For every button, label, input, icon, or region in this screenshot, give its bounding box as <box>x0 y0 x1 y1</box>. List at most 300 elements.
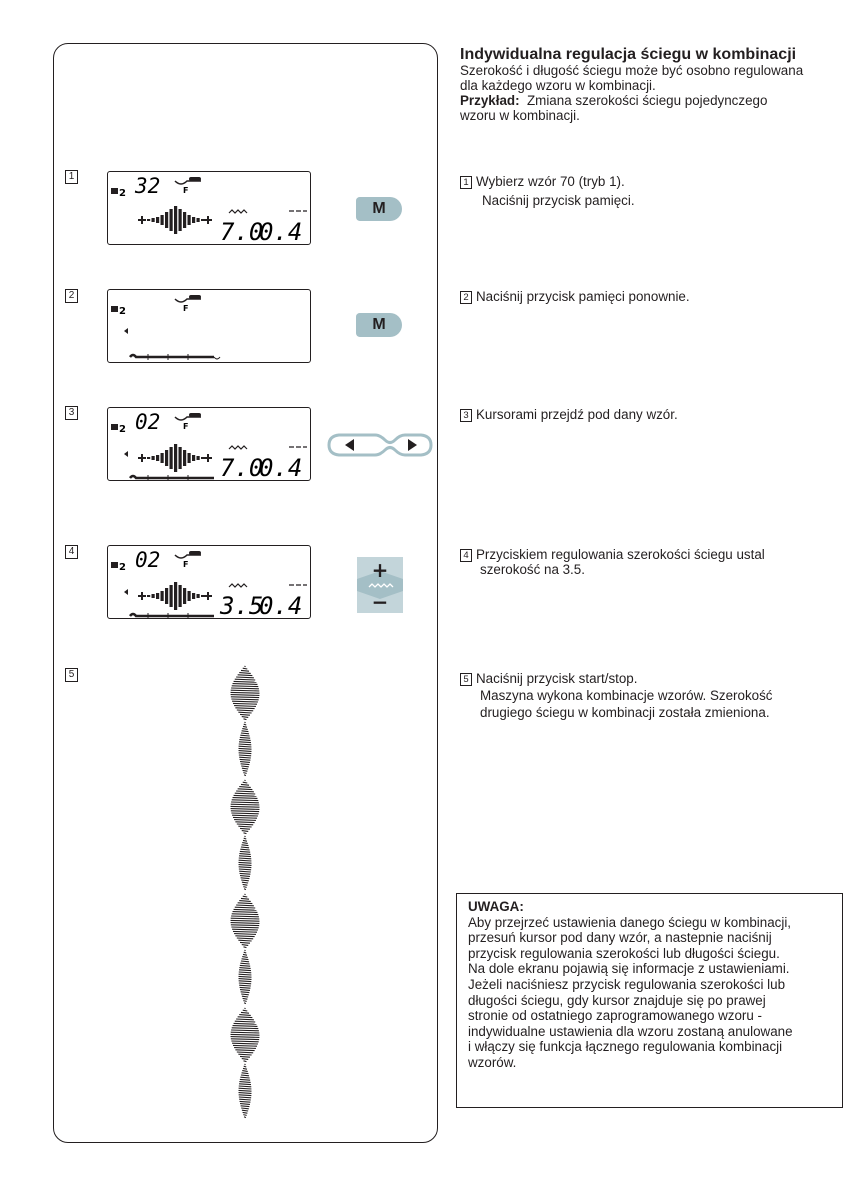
stitch-line <box>239 968 250 969</box>
stitch-line <box>243 726 247 727</box>
stitch-line <box>235 936 254 937</box>
width-icon <box>229 584 247 587</box>
stitch-line <box>237 938 253 939</box>
stitch-line <box>231 1032 260 1033</box>
note-line: Jeżeli naciśniesz przycisk regulowania szerokości lub <box>468 976 786 992</box>
stitch-line <box>239 974 252 975</box>
stitch-line <box>241 784 249 785</box>
step-2-text <box>460 289 840 304</box>
stitch-line <box>240 1104 250 1105</box>
stitch-line <box>232 1028 259 1029</box>
stitch-line <box>239 742 251 743</box>
stitch-bar <box>156 455 159 461</box>
stitch-cross <box>138 454 146 462</box>
step-instruction: Kursorami przejdź pod dany wzór. <box>476 407 678 422</box>
stitch-line <box>241 847 249 848</box>
stitch-line <box>235 708 254 709</box>
width-icon <box>229 210 247 213</box>
stitch-line <box>239 985 251 986</box>
stitch-line <box>232 800 259 801</box>
stitch-line <box>242 843 247 844</box>
stitch-line <box>242 996 248 997</box>
step-4-text <box>460 547 840 577</box>
stitch-line <box>234 706 256 707</box>
stitch-line <box>245 836 246 837</box>
stitch-line <box>236 677 254 678</box>
stitch-bar <box>161 591 164 601</box>
stitch-bar <box>152 456 155 460</box>
stitch-bar <box>197 594 200 598</box>
pattern-number: 02 <box>135 548 161 572</box>
stitch-line <box>239 983 251 984</box>
stitch-line <box>243 770 248 771</box>
stitch-line <box>242 768 248 769</box>
stitch-line <box>239 1086 251 1087</box>
stitch-line <box>243 884 248 885</box>
cursor-buttons[interactable] <box>325 432 435 458</box>
stitch-line <box>239 1095 252 1096</box>
step-instruction: Wybierz wzór 70 (tryb 1). <box>476 174 625 189</box>
stitch-bar <box>192 217 195 223</box>
stitch-line <box>239 970 251 971</box>
stitch-line <box>231 1037 260 1038</box>
length-value: 0.4 <box>259 218 303 246</box>
stitch-line <box>243 782 248 783</box>
stitch-line <box>231 802 259 803</box>
lcd-display <box>107 289 311 363</box>
stitch-line <box>240 876 250 877</box>
cursor-bar <box>130 354 220 360</box>
stitch-bar <box>188 453 191 463</box>
step-number: 4 <box>460 549 472 562</box>
stitch-line <box>243 1112 248 1113</box>
stitch-line <box>242 882 248 883</box>
stitch-bar <box>192 593 195 599</box>
note-line: Aby przejrzeć ustawienia danego ściegu w kombinacji, <box>468 914 792 930</box>
cursor-bar <box>130 475 214 481</box>
step-instruction: Naciśnij przycisk pamięci. <box>482 193 635 208</box>
stitch-line <box>239 755 251 756</box>
width-value: 7.0 <box>220 454 264 482</box>
stitch-line <box>243 998 248 999</box>
stitch-line <box>244 947 247 948</box>
stitch-pattern-icon <box>138 206 212 234</box>
plus-icon: + <box>371 558 389 582</box>
stitch-line <box>244 724 247 725</box>
stitch-line <box>243 773 246 774</box>
stitch-pattern-icon <box>138 444 212 472</box>
lcd-graphics <box>108 408 312 482</box>
stitch-line <box>231 1034 260 1035</box>
stitch-line <box>241 898 249 899</box>
step-3-text <box>460 407 840 422</box>
stitch-line <box>238 903 253 904</box>
stitch-line <box>241 1108 249 1109</box>
lcd-graphics <box>108 172 312 246</box>
stitch-line <box>233 684 258 685</box>
stitch-line <box>239 981 252 982</box>
stitch-line <box>238 826 251 827</box>
stitch-line <box>240 990 250 991</box>
stitch-line <box>244 838 247 839</box>
stitch-bar <box>179 447 182 469</box>
stitch-cross <box>204 454 212 462</box>
lcd-display <box>107 545 311 619</box>
pattern-number: 02 <box>135 410 161 434</box>
stitch-sample-illustration <box>215 662 275 1126</box>
stitch-line <box>231 920 260 921</box>
stitch-line <box>240 987 251 988</box>
stitch-line <box>240 1079 250 1080</box>
note-line: Na dole ekranu pojawią się informacje z ustawieniami. <box>468 961 790 977</box>
stitch-line <box>236 1019 254 1020</box>
memory-number: 2 <box>119 306 126 317</box>
stitch-line <box>238 940 251 941</box>
stitch-line <box>243 887 246 888</box>
stitch-line <box>240 828 250 829</box>
stitch-line <box>235 822 254 823</box>
stitch-line <box>235 793 255 794</box>
stitch-line <box>239 744 251 745</box>
stitch-bar <box>156 593 159 599</box>
foot-letter: F <box>183 422 189 431</box>
stitch-bar <box>179 585 182 607</box>
stitch-cross <box>204 216 212 224</box>
stitch-line <box>231 927 258 928</box>
stitch-line <box>231 690 260 691</box>
stitch-line <box>234 1048 256 1049</box>
lcd-graphics <box>108 546 312 620</box>
stitch-line <box>239 901 250 902</box>
stitch-line <box>239 976 252 977</box>
stitch-line <box>243 1001 246 1002</box>
stitch-line <box>238 1017 253 1018</box>
stitch-line <box>241 994 249 995</box>
stitch-line <box>235 907 255 908</box>
stitch-line <box>231 1041 258 1042</box>
stitch-bar <box>170 585 173 607</box>
stitch-line <box>239 1093 252 1094</box>
stitch-line <box>240 965 250 966</box>
width-icon <box>229 446 247 449</box>
stitch-line <box>240 762 250 763</box>
step-number: 5 <box>460 673 472 686</box>
stitch-line <box>241 766 249 767</box>
stitch-line <box>245 894 246 895</box>
intro-section <box>460 46 840 123</box>
length-value: 0.4 <box>259 592 303 620</box>
stitch-line <box>238 712 251 713</box>
stitch-line <box>234 820 256 821</box>
stitch-line <box>240 1077 249 1078</box>
stitch-line <box>244 952 247 953</box>
stitch-line <box>231 923 260 924</box>
stitch-line <box>239 862 252 863</box>
width-adjust-buttons[interactable] <box>357 557 403 613</box>
stitch-line <box>245 780 246 781</box>
step-instruction: Maszyna wykona kombinacje wzorów. Szerokość <box>480 688 773 703</box>
stitch-bar <box>179 209 182 231</box>
stitch-cross <box>204 592 212 600</box>
stitch-line <box>232 701 258 702</box>
stitch-line <box>245 1008 246 1009</box>
cursor-arrow <box>124 589 128 595</box>
length-value: 0.4 <box>259 454 303 482</box>
stitch-bar <box>147 219 150 221</box>
stitch-line <box>231 925 259 926</box>
stitch-line <box>244 889 246 890</box>
stitch-line <box>241 1012 249 1013</box>
note-title: UWAGA: <box>468 899 524 914</box>
stitch-line <box>232 914 259 915</box>
presser-foot-icon <box>175 417 201 420</box>
stitch-bar <box>161 215 164 225</box>
stitch-bar <box>174 444 177 472</box>
stitch-bar <box>183 588 186 604</box>
stitch-line <box>231 1039 259 1040</box>
stitch-line <box>240 735 249 736</box>
stitch-line <box>242 729 247 730</box>
cursor-arrow <box>124 451 128 457</box>
stitch-line <box>239 860 252 861</box>
stitch-bar <box>170 209 173 231</box>
stitch-line <box>243 668 248 669</box>
stitch-line <box>234 1023 257 1024</box>
stitch-line <box>243 1010 248 1011</box>
stitch-line <box>242 957 247 958</box>
stitch-line <box>239 858 251 859</box>
stitch-cross <box>138 216 146 224</box>
stitch-line <box>242 717 249 718</box>
stitch-line <box>245 722 246 723</box>
stitch-bar <box>183 450 186 466</box>
stitch-line <box>231 695 260 696</box>
stitch-bar <box>201 457 204 459</box>
stitch-line <box>231 699 258 700</box>
step-number: 3 <box>460 409 472 422</box>
step-instruction: drugiego ściegu w kombinacji została zmieniona. <box>480 705 770 720</box>
stitch-line <box>244 719 247 720</box>
minus-icon: − <box>371 590 389 613</box>
stitch-line <box>241 880 249 881</box>
stitch-bar <box>165 588 168 604</box>
step-number: 2 <box>65 289 78 303</box>
intro-line: Szerokość i długość ściegu może być osobno regulowana <box>460 63 804 78</box>
lcd-display <box>107 407 311 481</box>
stitch-line <box>244 833 247 834</box>
stitch-line <box>242 1071 247 1072</box>
stitch-line <box>241 1106 250 1107</box>
stitch-line <box>239 865 252 866</box>
stitch-line <box>242 1059 249 1060</box>
stitch-line <box>244 775 246 776</box>
stitch-bar <box>156 217 159 223</box>
step-number: 5 <box>65 668 78 682</box>
stitch-bar <box>147 457 150 459</box>
stitch-line <box>241 961 249 962</box>
stitch-line <box>243 1068 247 1069</box>
stitch-line <box>239 856 251 857</box>
stitch-line <box>241 764 250 765</box>
stitch-cross <box>138 592 146 600</box>
lcd-graphics <box>108 290 312 364</box>
stitch-bar <box>165 212 168 228</box>
stitch-bar <box>152 594 155 598</box>
intro-line: dla każdego wzoru w kombinacji. <box>460 78 656 93</box>
stitch-line <box>239 740 250 741</box>
stitch-bar <box>183 212 186 228</box>
example-line <box>460 93 840 108</box>
stitch-line <box>231 916 259 917</box>
stitch-line <box>240 942 250 943</box>
stitch-bar <box>197 456 200 460</box>
note-line: długości ściegu, gdy kursor znajduje się po prawej <box>468 992 766 1008</box>
stitch-line <box>240 714 250 715</box>
memory-icon <box>111 424 118 430</box>
stitch-line <box>242 959 249 960</box>
stitch-bar <box>174 206 177 234</box>
stitch-line <box>239 1088 252 1089</box>
stitch-line <box>234 681 257 682</box>
example-text: Zmiana szerokości ściegu pojedynczego <box>527 93 768 108</box>
note-line: i włączy się funkcja łącznego regulowania kombinacji <box>468 1039 783 1055</box>
stitch-line <box>231 697 259 698</box>
stitch-bar <box>174 582 177 610</box>
step-number: 1 <box>460 176 472 189</box>
presser-foot-icon <box>175 299 201 302</box>
step-number: 2 <box>460 291 472 304</box>
note-line: indywidualne ustawienia dla wzoru zostaną anulowane <box>468 1023 793 1039</box>
stitch-bar <box>197 218 200 222</box>
stitch-line <box>239 1097 251 1098</box>
page-title: Indywidualna regulacja ściegu w kombinacji <box>460 46 797 63</box>
stitch-line <box>233 703 257 704</box>
stitch-line <box>231 1030 259 1031</box>
note-line: przesuń kursor pod dany wzór, a nastepnie naciśnij <box>468 930 772 946</box>
stitch-line <box>238 1054 251 1055</box>
stitch-line <box>232 1043 258 1044</box>
step-instruction: szerokość na 3.5. <box>480 562 585 577</box>
stitch-line <box>241 733 249 734</box>
stitch-line <box>233 1045 257 1046</box>
stitch-line <box>240 1101 251 1102</box>
stitch-line <box>243 840 247 841</box>
stitch-line <box>242 831 249 832</box>
stitch-line <box>232 815 258 816</box>
memory-icon <box>111 188 118 194</box>
stitch-line <box>238 675 253 676</box>
note-line: stronie od ostatniego zaprogramowanego wzoru - <box>468 1008 763 1024</box>
presser-foot-icon <box>175 555 201 558</box>
stitch-line <box>239 673 250 674</box>
stitch-line <box>236 905 254 906</box>
stitch-line <box>244 1066 247 1067</box>
stitch-line <box>237 710 253 711</box>
stitch-line <box>239 854 250 855</box>
stitch-line <box>231 804 260 805</box>
cursor-bar <box>130 613 214 619</box>
stitch-line <box>239 787 250 788</box>
stitch-bar <box>188 591 191 601</box>
memory-number: 2 <box>119 424 126 435</box>
stitch-line <box>233 912 258 913</box>
stitch-line <box>233 817 257 818</box>
stitch-line <box>235 1050 254 1051</box>
stitch-bar <box>201 595 204 597</box>
memory-icon <box>111 562 118 568</box>
stitch-line <box>240 1056 250 1057</box>
cursor-arrow <box>124 328 128 334</box>
note-box <box>456 893 843 1108</box>
stitch-line <box>243 1115 246 1116</box>
stitch-line <box>234 934 256 935</box>
stitch-line <box>237 1052 253 1053</box>
stitch-line <box>241 1075 249 1076</box>
memory-number: 2 <box>119 562 126 573</box>
memory-button[interactable]: M <box>356 197 402 221</box>
stitch-line <box>234 909 257 910</box>
width-value: 3.5 <box>220 592 264 620</box>
stitch-line <box>245 950 246 951</box>
stitch-line <box>231 692 260 693</box>
stitch-line <box>240 849 249 850</box>
stitch-line <box>239 751 252 752</box>
stitch-bar <box>192 455 195 461</box>
stitch-line <box>239 1082 250 1083</box>
stitch-line <box>244 1117 246 1118</box>
stitch-line <box>237 824 253 825</box>
stitch-line <box>242 1073 249 1074</box>
stitch-line <box>239 972 251 973</box>
note-line: wzorów. <box>468 1054 517 1070</box>
stitch-line <box>239 979 252 980</box>
stitch-line <box>232 929 258 930</box>
step-1-text <box>460 172 840 210</box>
step-instruction: Przyciskiem regulowania szerokości ściegu ustal <box>476 547 765 562</box>
stitch-line <box>242 731 249 732</box>
stitch-line <box>239 1015 250 1016</box>
stitch-line <box>242 845 249 846</box>
stitch-line <box>245 666 246 667</box>
stitch-line <box>239 753 252 754</box>
foot-letter: F <box>183 186 189 195</box>
memory-icon <box>111 306 118 312</box>
stitch-line <box>241 992 250 993</box>
step-number: 1 <box>65 170 78 184</box>
stitch-bar <box>201 219 204 221</box>
stitch-bar <box>147 595 150 597</box>
stitch-line <box>233 931 257 932</box>
step-5-text <box>460 670 840 721</box>
stitch-line <box>239 757 251 758</box>
stitch-bar <box>152 218 155 222</box>
stitch-line <box>231 809 260 810</box>
width-value: 7.0 <box>220 218 264 246</box>
stitch-line <box>239 867 252 868</box>
stitch-line <box>245 1064 246 1065</box>
stitch-line <box>239 1099 251 1100</box>
stitch-line <box>243 896 248 897</box>
stitch-bar <box>161 453 164 463</box>
stitch-line <box>239 1084 251 1085</box>
memory-button[interactable]: M <box>356 313 402 337</box>
stitch-line <box>235 1021 255 1022</box>
presser-foot-icon <box>175 181 201 184</box>
step-number: 4 <box>65 545 78 559</box>
foot-letter: F <box>183 560 189 569</box>
stitch-line <box>239 871 251 872</box>
stitch-line <box>238 789 253 790</box>
